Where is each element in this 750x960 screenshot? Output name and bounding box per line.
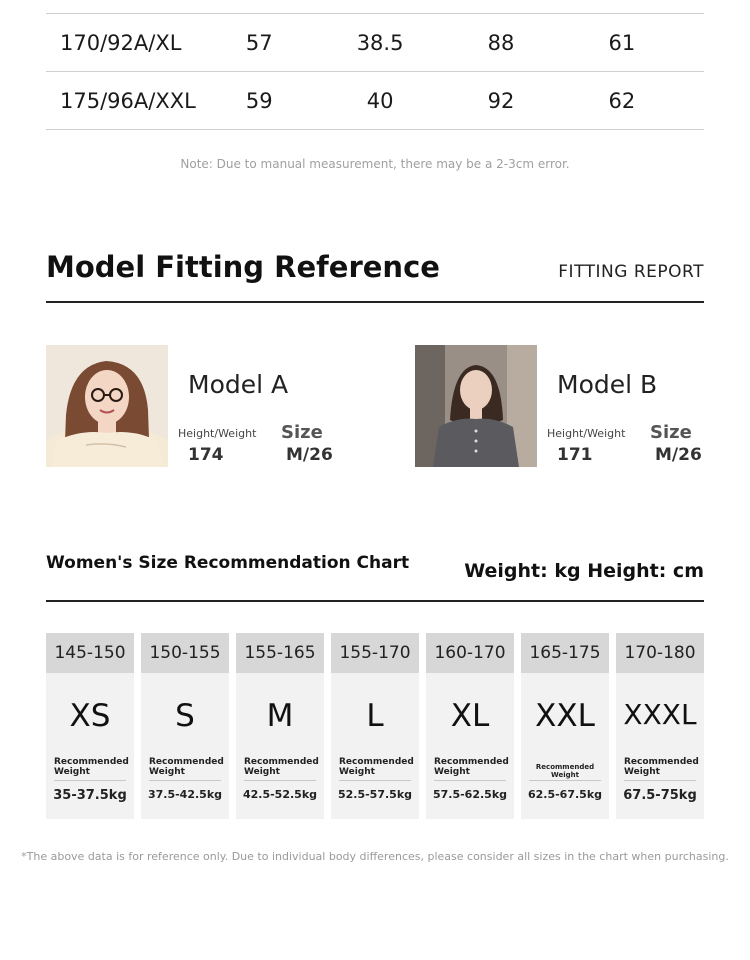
size-column-m bbox=[236, 633, 324, 819]
size-label: Size bbox=[281, 422, 323, 443]
column-height-range: 150-155 bbox=[141, 633, 229, 673]
table-cell: 40 bbox=[366, 88, 394, 113]
column-size: L bbox=[366, 698, 384, 734]
model-name: Model A bbox=[188, 370, 289, 399]
model-name: Model B bbox=[557, 370, 658, 399]
size-label: Size bbox=[650, 422, 692, 443]
column-weight-label: Recommended Weight bbox=[244, 757, 319, 777]
measurement-note: Note: Due to manual measurement, there may be a 2-3cm error. bbox=[180, 157, 570, 171]
size-table bbox=[46, 0, 704, 130]
recommendation-divider bbox=[46, 600, 704, 602]
fitting-subtitle: FITTING REPORT bbox=[558, 262, 704, 282]
size-columns bbox=[46, 633, 704, 819]
size-column-l bbox=[331, 633, 419, 819]
size-column-xs bbox=[46, 633, 134, 819]
column-weight-label: Recommended Weight bbox=[54, 757, 129, 777]
table-cell: 92 bbox=[487, 88, 515, 113]
column-weight: 42.5-52.5kg bbox=[242, 788, 318, 801]
column-divider bbox=[54, 780, 126, 781]
model-b-photo bbox=[415, 345, 537, 467]
height-value: 171 bbox=[557, 445, 593, 465]
column-divider bbox=[434, 780, 506, 781]
column-weight: 62.5-67.5kg bbox=[527, 788, 603, 801]
column-size: XL bbox=[450, 698, 490, 734]
size-column-xxxl bbox=[616, 633, 704, 819]
column-weight: 37.5-42.5kg bbox=[147, 788, 223, 801]
recommendation-units: Weight: kg Height: cm bbox=[464, 560, 704, 582]
table-cell: 88 bbox=[487, 30, 515, 55]
model-card-b bbox=[415, 345, 715, 467]
recommendation-title: Women's Size Recommendation Chart bbox=[46, 553, 410, 573]
column-size: XS bbox=[69, 698, 111, 734]
column-height-range: 165-175 bbox=[521, 633, 609, 673]
table-cell: 59 bbox=[245, 88, 273, 113]
column-size: XXXL bbox=[623, 698, 697, 731]
column-divider bbox=[529, 780, 601, 781]
column-size: M bbox=[266, 698, 294, 734]
column-weight-label: Recommended Weight bbox=[434, 757, 509, 777]
table-cell: 57 bbox=[245, 30, 273, 55]
table-cell: 38.5 bbox=[356, 30, 404, 55]
column-height-range: 160-170 bbox=[426, 633, 514, 673]
height-weight-label: Height/Weight bbox=[178, 427, 257, 440]
column-divider bbox=[244, 780, 316, 781]
column-divider bbox=[339, 780, 411, 781]
table-row bbox=[46, 72, 704, 130]
height-weight-label: Height/Weight bbox=[547, 427, 626, 440]
column-divider bbox=[624, 780, 696, 781]
table-cell: 61 bbox=[608, 30, 636, 55]
model-a-photo bbox=[46, 345, 168, 467]
column-weight: 52.5-57.5kg bbox=[337, 788, 413, 801]
column-height-range: 155-165 bbox=[236, 633, 324, 673]
column-height-range: 155-170 bbox=[331, 633, 419, 673]
size-value: M/26 bbox=[286, 445, 333, 465]
column-weight: 35-37.5kg bbox=[53, 788, 127, 803]
column-size: S bbox=[175, 698, 195, 734]
fitting-divider bbox=[46, 301, 704, 303]
column-weight: 67.5-75kg bbox=[623, 788, 697, 803]
model-card-a bbox=[46, 345, 346, 467]
table-cell: 62 bbox=[608, 88, 636, 113]
size-value: M/26 bbox=[655, 445, 702, 465]
table-cell: 170/92A/XL bbox=[60, 30, 182, 55]
column-height-range: 145-150 bbox=[46, 633, 134, 673]
column-size: XXL bbox=[535, 698, 595, 734]
column-weight-label: Recommended Weight bbox=[149, 757, 224, 777]
column-divider bbox=[149, 780, 221, 781]
column-height-range: 170-180 bbox=[616, 633, 704, 673]
size-column-xl bbox=[426, 633, 514, 819]
column-weight-label: Recommended Weight bbox=[535, 763, 595, 779]
table-cell: 175/96A/XXL bbox=[60, 88, 196, 113]
fitting-title: Model Fitting Reference bbox=[46, 250, 440, 284]
column-weight-label: Recommended Weight bbox=[339, 757, 414, 777]
column-weight-label: Recommended Weight bbox=[624, 757, 699, 777]
size-column-xxl bbox=[521, 633, 609, 819]
column-weight: 57.5-62.5kg bbox=[432, 788, 508, 801]
footnote: *The above data is for reference only. Due to individual body differences, please consider all sizes in the chart when purchasing. bbox=[21, 850, 729, 863]
table-row bbox=[46, 14, 704, 72]
height-value: 174 bbox=[188, 445, 224, 465]
size-column-s bbox=[141, 633, 229, 819]
